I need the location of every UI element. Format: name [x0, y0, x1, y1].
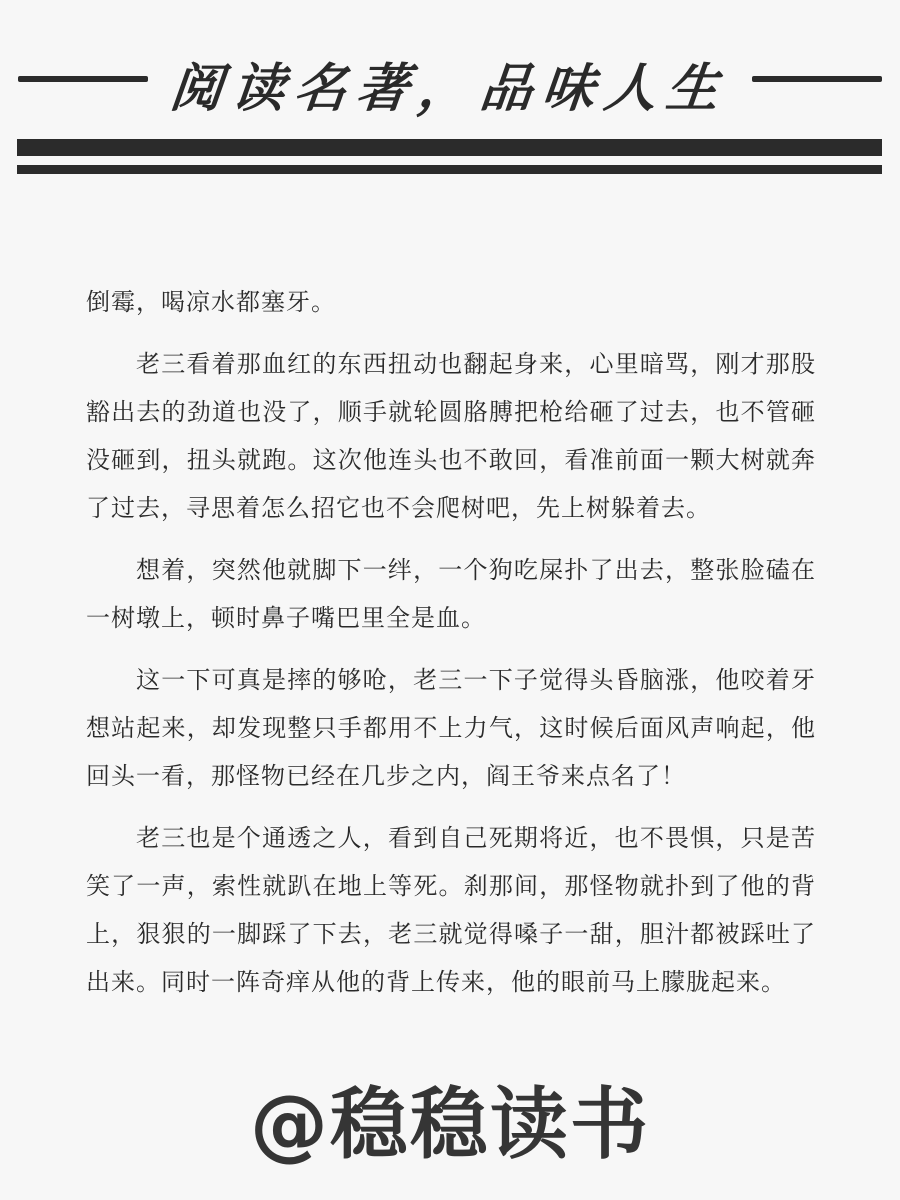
paragraph-4: 这一下可真是摔的够呛，老三一下子觉得头昏脑涨，他咬着牙想站起来，却发现整只手都用不上力气，这时候后面风声响起，他回头一看，那怪物已经在几步之内，阎王爷来点名了！: [86, 666, 816, 790]
page-header: [0, 38, 900, 128]
header-right-line: [752, 76, 882, 82]
header-divider-thick: [17, 139, 882, 156]
page-title: 阅读名著，品味人生: [167, 59, 732, 119]
paragraph-2: 老三看着那血红的东西扭动也翻起身来，心里暗骂，刚才那股豁出去的劲道也没了，顺手就轮圆胳膊把枪给砸了过去，也不管砸没砸到，扭头就跑。这次他连头也不敢回，看准前面一颗大树就奔了过去，寻思着怎么招它也不会爬树吧，先上树躲着去。: [86, 350, 816, 522]
header-divider-thin: [17, 165, 882, 174]
author-watermark: @稳稳读书: [249, 1080, 650, 1170]
article-body: [86, 278, 816, 1020]
paragraph-3: 想着，突然他就脚下一绊，一个狗吃屎扑了出去，整张脸磕在一树墩上，顿时鼻子嘴巴里全是血。: [86, 556, 816, 632]
header-left-line: [18, 76, 148, 82]
paragraph-1: 倒霉，喝凉水都塞牙。: [86, 288, 336, 316]
paragraph-5: 老三也是个通透之人，看到自己死期将近，也不畏惧，只是苦笑了一声，索性就趴在地上等死。刹那间，那怪物就扑到了他的背上，狠狠的一脚踩了下去，老三就觉得嗓子一甜，胆汁都被踩吐了出来。同时一阵奇痒从他的背上传来，他的眼前马上朦胧起来。: [86, 824, 816, 996]
